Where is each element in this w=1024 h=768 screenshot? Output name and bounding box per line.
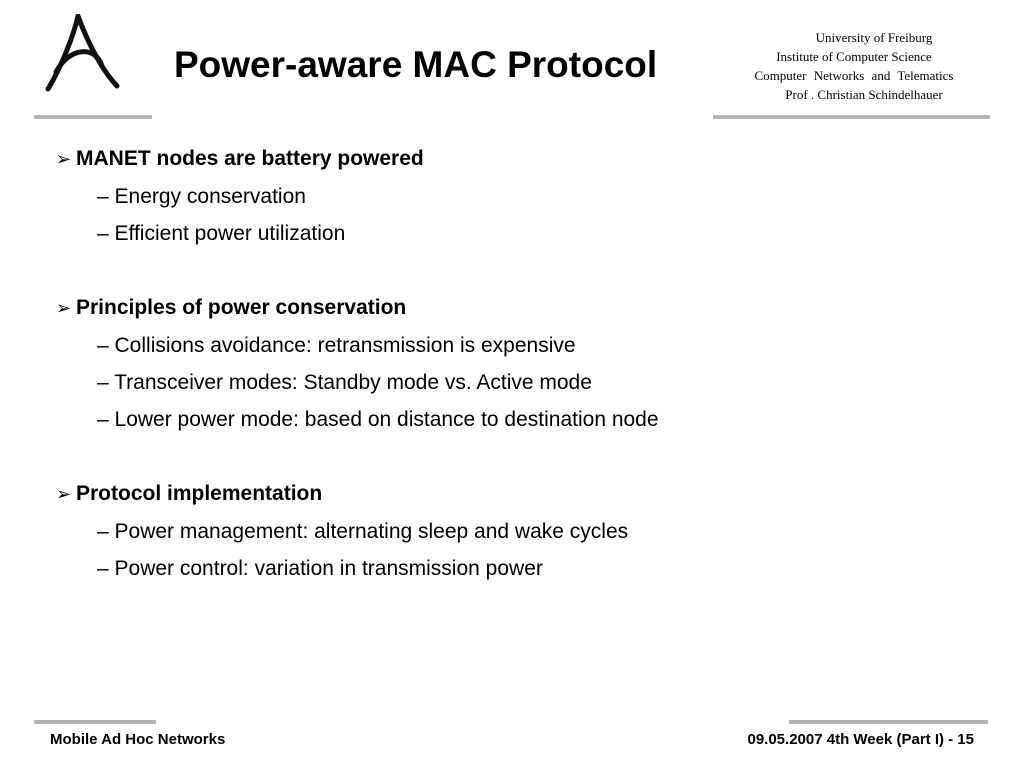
footer-rule-right	[789, 720, 988, 724]
section-heading	[56, 140, 1006, 178]
slide-title: Power-aware MAC Protocol	[174, 44, 658, 85]
affiliation-department: Computer Networks and Telematics	[754, 68, 954, 83]
list-item: – Efficient power utilization	[97, 222, 346, 245]
list-item: – Power management: alternating sleep and wake cycles	[97, 520, 629, 543]
section-battery	[56, 140, 1006, 252]
section-heading-text: MANET nodes are battery powered	[76, 147, 424, 170]
slide-content	[56, 140, 1006, 624]
university-logo-icon	[40, 14, 122, 92]
arrow-bullet-icon: ➢	[56, 149, 72, 169]
footer-rule-left	[34, 720, 156, 724]
list-item: – Energy conservation	[97, 185, 306, 208]
section-heading-text: Principles of power conservation	[76, 296, 407, 319]
footer-course-title: Mobile Ad Hoc Networks	[50, 731, 226, 748]
affiliation-professor: Prof . Christian Schindelhauer	[785, 87, 943, 102]
affiliation-university: University of Freiburg	[815, 30, 933, 45]
section-implementation	[56, 475, 1006, 587]
list-item: – Power control: variation in transmission power	[97, 557, 543, 580]
section-heading	[56, 289, 1006, 327]
header-rule-left	[34, 115, 152, 119]
section-heading-text: Protocol implementation	[76, 482, 323, 505]
footer-date-page: 09.05.2007 4th Week (Part I) - 15	[747, 731, 974, 748]
arrow-bullet-icon: ➢	[56, 484, 72, 504]
section-heading	[56, 475, 1006, 513]
affiliation-institute: Institute of Computer Science	[776, 49, 932, 64]
section-principles	[56, 289, 1006, 438]
header-rule-right	[713, 115, 990, 119]
affiliation-block	[722, 28, 986, 104]
arrow-bullet-icon: ➢	[56, 298, 72, 318]
list-item: – Collisions avoidance: retransmission is expensive	[97, 334, 576, 357]
list-item: – Transceiver modes: Standby mode vs. Active mode	[97, 371, 592, 394]
list-item: – Lower power mode: based on distance to destination node	[97, 408, 659, 431]
